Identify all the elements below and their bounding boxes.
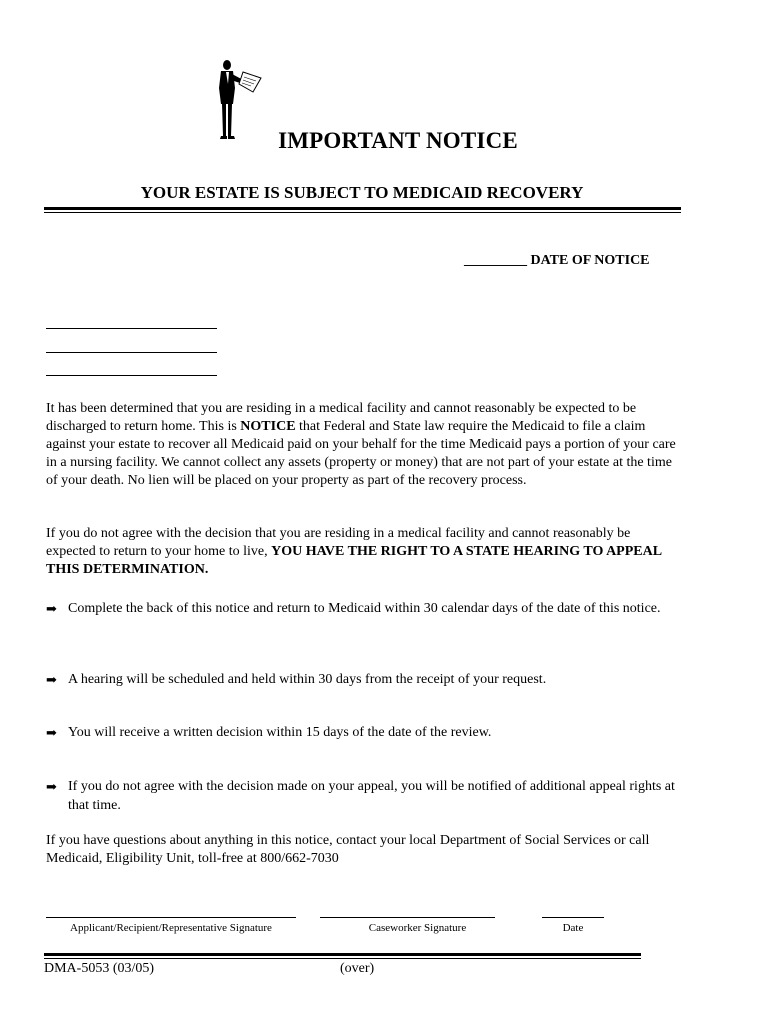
date-of-notice: [464, 253, 650, 269]
paragraph-determination-text: It has been determined that you are residing in a medical facility and cannot reasonably be expected to be discharged to return home. This is: [46, 401, 637, 434]
list-item: [46, 600, 682, 619]
date-blank[interactable]: _________: [464, 253, 527, 268]
list-item-text: A hearing will be scheduled and held within 30 days from the receipt of your request.: [68, 672, 547, 687]
header-divider-thick: [44, 207, 681, 210]
paragraph-contact: If you have questions about anything in this notice, contact your local Department of Social Services or call Medicaid, Eligibility Unit, toll-free at 800/662-7030: [46, 833, 650, 866]
page-title: IMPORTANT NOTICE: [278, 128, 518, 153]
list-item: [46, 671, 682, 690]
date-signature-label: Date: [562, 922, 584, 934]
applicant-signature-line[interactable]: [46, 917, 296, 918]
applicant-signature-label: Applicant/Recipient/Representative Signature: [70, 922, 272, 934]
header-divider-thin: [44, 212, 681, 213]
right-to-hearing-emphasis: YOU HAVE THE RIGHT TO A STATE HEARING TO APPEAL THIS DETERMINATION.: [46, 544, 662, 577]
address-line-2[interactable]: [46, 352, 217, 353]
address-line-1[interactable]: [46, 328, 217, 329]
paragraph-right-text: If you do not agree with the decision that you are residing in a medical facility and cannot reasonably be expected to return to your home to live,: [46, 526, 631, 559]
form-id: DMA-5053 (03/05): [44, 961, 155, 976]
over-indicator: (over): [340, 961, 375, 976]
arrow-right-icon: ➡: [46, 601, 57, 616]
list-item-text: If you do not agree with the decision made on your appeal, you will be notified of additional appeal rights at that time.: [68, 779, 675, 813]
footer-divider-thick: [44, 953, 641, 956]
arrow-right-icon: ➡: [46, 725, 57, 740]
list-item: [46, 778, 682, 815]
caseworker-signature-line[interactable]: [320, 917, 495, 918]
paragraph-right-to-hearing: [46, 525, 682, 579]
list-item-text: Complete the back of this notice and return to Medicaid within 30 calendar days of the date of this notice.: [68, 601, 661, 616]
paragraph-determination: [46, 400, 682, 490]
arrow-right-icon: ➡: [46, 672, 57, 687]
page-subtitle: YOUR ESTATE IS SUBJECT TO MEDICAID RECOVERY: [140, 183, 584, 202]
date-signature-line[interactable]: [542, 917, 604, 918]
arrow-right-icon: ➡: [46, 779, 57, 794]
address-line-3[interactable]: [46, 375, 217, 376]
paragraph-determination-text-end: that Federal and State law require the Medicaid to file a claim against your estate to recover all Medicaid paid on your behalf for the time Medicaid pays a portion of your care in a nursing facility. We cannot collect any assets (property or money) that are not part of your estate at the time of your death. No lien will be placed on your property as part of the recovery process.: [46, 419, 676, 488]
caseworker-signature-label: Caseworker Signature: [368, 922, 467, 934]
footer-divider-thin: [44, 958, 641, 959]
list-item-text: You will receive a written decision within 15 days of the date of the review.: [68, 725, 492, 740]
notice-emphasis: NOTICE: [240, 419, 296, 434]
date-label: DATE OF NOTICE: [530, 253, 650, 268]
list-item: [46, 724, 682, 743]
